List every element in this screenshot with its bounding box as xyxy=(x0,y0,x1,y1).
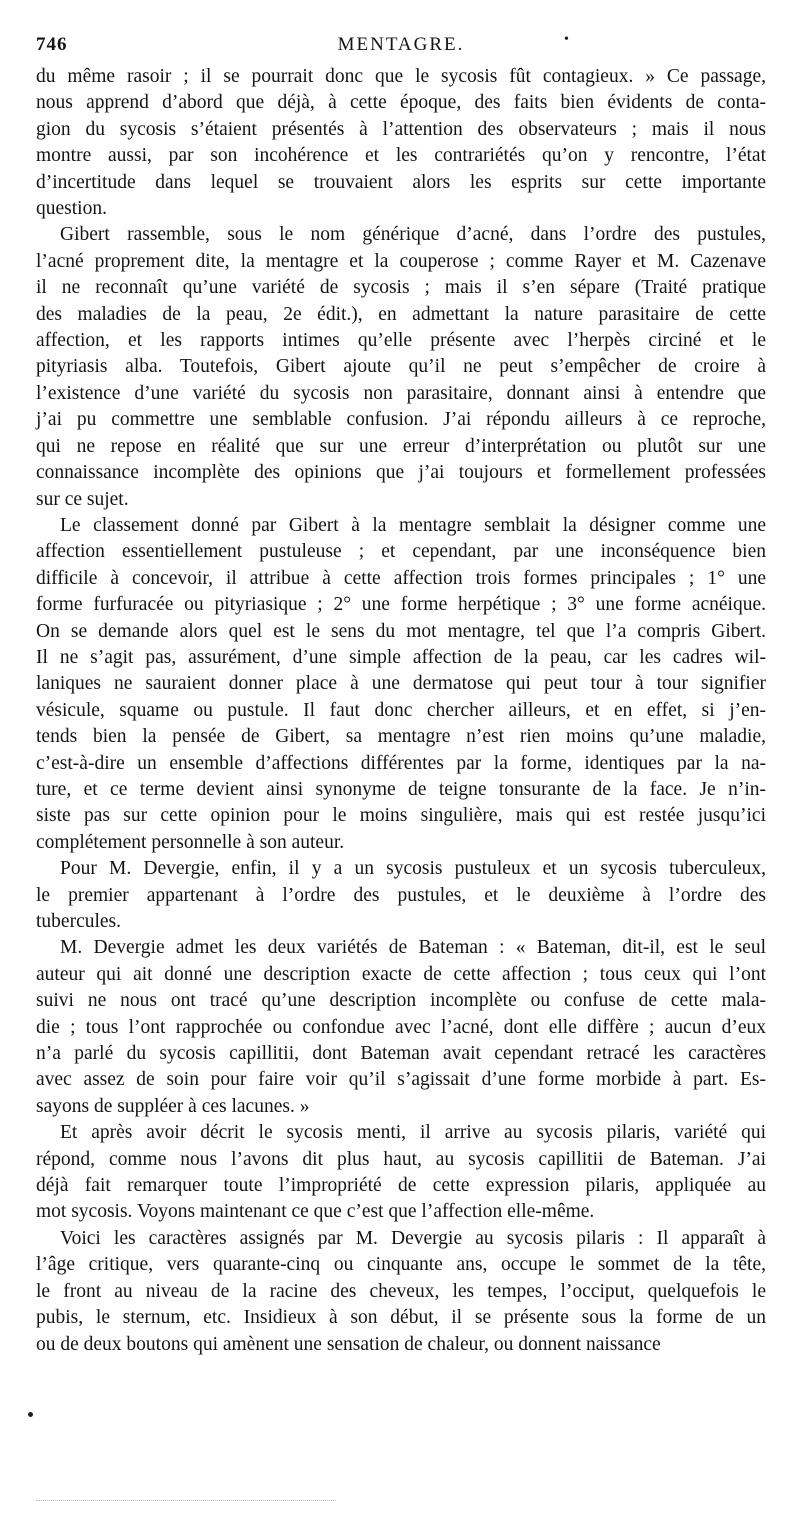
text-line: tends bien la pensée de Gibert, sa mentagre n’est rien moins qu’une maladie, xyxy=(36,726,766,748)
text-line: ou de deux boutons qui amènent une sensation de chaleur, ou donnent naissance xyxy=(36,1333,661,1355)
text-line: connaissance incomplète des opinions que j’ai toujours et formellement professées xyxy=(36,462,766,484)
text-line: sayons de suppléer à ces lacunes. » xyxy=(36,1095,310,1117)
text-line: forme furfuracée ou pityriasique ; 2° une forme herpétique ; 3° une forme acnéique. xyxy=(36,594,766,616)
text-line: gion du sycosis s’étaient présentés à l’attention des observateurs ; mais il nous xyxy=(36,118,766,140)
text-line: difficile à concevoir, il attribue à cette affection trois formes principales ; 1° une xyxy=(36,567,766,589)
paragraph xyxy=(36,513,766,856)
header-dot: • xyxy=(564,32,570,47)
text-line: tubercules. xyxy=(36,911,122,932)
text-line: montre aussi, par son incohérence et les contrariétés qu’on y rencontre, l’état xyxy=(36,145,766,167)
text-line: il ne reconnaît qu’une variété de sycosis ; mais il s’en sépare (Traité pratique xyxy=(36,277,766,299)
text-line: affection essentiellement pustuleuse ; et cependant, par une inconséquence bien xyxy=(36,541,766,563)
text-line: le front au niveau de la racine des cheveux, les tempes, l’occiput, quelquefois le xyxy=(36,1280,766,1302)
text-line: pityriasis alba. Toutefois, Gibert ajoute qu’il ne peut s’empêcher de croire à xyxy=(36,356,766,378)
text-line: déjà fait remarquer toute l’impropriété de cette expression pilaris, appliquée au xyxy=(36,1175,766,1197)
text-line: des maladies de la peau, 2e édit.), en admettant la nature parasitaire de cette xyxy=(36,303,766,325)
text-line: siste pas sur cette opinion pour le moins singulière, mais qui est restée jusqu’ici xyxy=(36,805,766,827)
text-line: du même rasoir ; il se pourrait donc que le sycosis fût contagieux. » Ce passage, xyxy=(36,66,766,87)
paragraph xyxy=(36,856,766,935)
text-line: nous apprend d’abord que déjà, à cette époque, des faits bien évidents de conta- xyxy=(36,92,766,114)
text-line: M. Devergie admet les deux variétés de Bateman : « Bateman, dit-il, est le seul xyxy=(60,937,766,959)
text-line: Pour M. Devergie, enfin, il y a un sycosis pustuleux et un sycosis tuberculeux, xyxy=(60,858,766,880)
text-line: le premier appartenant à l’ordre des pustules, et le deuxième à l’ordre des xyxy=(36,884,766,906)
paragraph xyxy=(36,1120,766,1226)
text-line: Il ne s’agit pas, assurément, d’une simple affection de la peau, car les cadres wil- xyxy=(36,646,766,668)
text-line: Gibert rassemble, sous le nom générique d’acné, dans l’ordre des pustules, xyxy=(60,224,766,246)
text-line: ture, et ce terme devient ainsi synonyme de teigne tonsurante de la face. Je n’in- xyxy=(36,778,766,800)
paragraph xyxy=(36,935,766,1120)
text-line: Voici les caractères assignés par M. Devergie au sycosis pilaris : Il apparaît à xyxy=(60,1227,766,1249)
paragraph xyxy=(36,222,766,512)
text-line: complétement personnelle à son auteur. xyxy=(36,831,345,853)
text-line: l’existence d’une variété du sycosis non parasitaire, donnant ainsi à entendre que xyxy=(36,382,766,404)
text-line: On se demande alors quel est le sens du mot mentagre, tel que l’a compris Gibert. xyxy=(36,620,766,642)
footer-rule xyxy=(36,1500,336,1501)
text-line: suivi ne nous ont tracé qu’une description incomplète ou confuse de cette mala- xyxy=(36,990,766,1012)
page-header xyxy=(36,30,766,64)
text-line: auteur qui ait donné une description exacte de cette affection ; tous ceux qui l’ont xyxy=(36,963,766,985)
text-line: l’acné proprement dite, la mentagre et la couperose ; comme Rayer et M. Cazenave xyxy=(36,250,766,272)
text-line: vésicule, squame ou pustule. Il faut donc chercher ailleurs, et en effet, si j’en- xyxy=(36,699,766,721)
text-line: qui ne repose en réalité que sur une erreur d’interprétation ou plutôt sur une xyxy=(36,435,766,457)
text-line: Et après avoir décrit le sycosis menti, il arrive au sycosis pilaris, variété qui xyxy=(60,1122,766,1144)
paragraph xyxy=(36,64,766,222)
body-text xyxy=(36,64,766,1358)
text-line: c’est-à-dire un ensemble d’affections différentes par la forme, identiques par la na- xyxy=(36,752,766,774)
text-line: sur ce sujet. xyxy=(36,488,129,510)
text-line: Le classement donné par Gibert à la mentagre semblait la désigner comme une xyxy=(60,514,766,536)
text-line: avec assez de soin pour faire voir qu’il s’agissait d’une forme morbide à part. Es- xyxy=(36,1069,766,1091)
text-line: affection, et les rapports intimes qu’elle présente avec l’herpès circiné et le xyxy=(36,330,766,352)
text-line: j’ai pu commettre une semblable confusion. J’ai répondu ailleurs à ce reproche, xyxy=(36,409,766,431)
text-line: mot sycosis. Voyons maintenant ce que c’est que l’affection elle-même. xyxy=(36,1201,595,1223)
text-line: répond, comme nous l’avons dit plus haut, au sycosis capillitii de Bateman. J’ai xyxy=(36,1148,766,1170)
text-line: n’a parlé du sycosis capillitii, dont Bateman avait cependant retracé les caractères xyxy=(36,1043,766,1065)
text-line: question. xyxy=(36,198,107,220)
margin-dot xyxy=(28,1412,33,1417)
text-line: l’âge critique, vers quarante-cinq ou cinquante ans, occupe le sommet de la tête, xyxy=(36,1254,766,1276)
page-number: 746 xyxy=(36,34,68,55)
page xyxy=(36,30,766,1358)
text-line: d’incertitude dans lequel se trouvaient alors les esprits sur cette importante xyxy=(36,171,766,193)
paragraph xyxy=(36,1226,766,1358)
running-head: MENTAGRE. xyxy=(337,34,465,55)
text-line: pubis, le sternum, etc. Insidieux à son début, il se présente sous la forme de un xyxy=(36,1307,766,1329)
text-line: die ; tous l’ont rapprochée ou confondue avec l’acné, dont elle diffère ; aucun d’eux xyxy=(36,1016,766,1038)
text-line: laniques ne sauraient donner place à une dermatose qui peut tour à tour signifier xyxy=(36,673,766,695)
